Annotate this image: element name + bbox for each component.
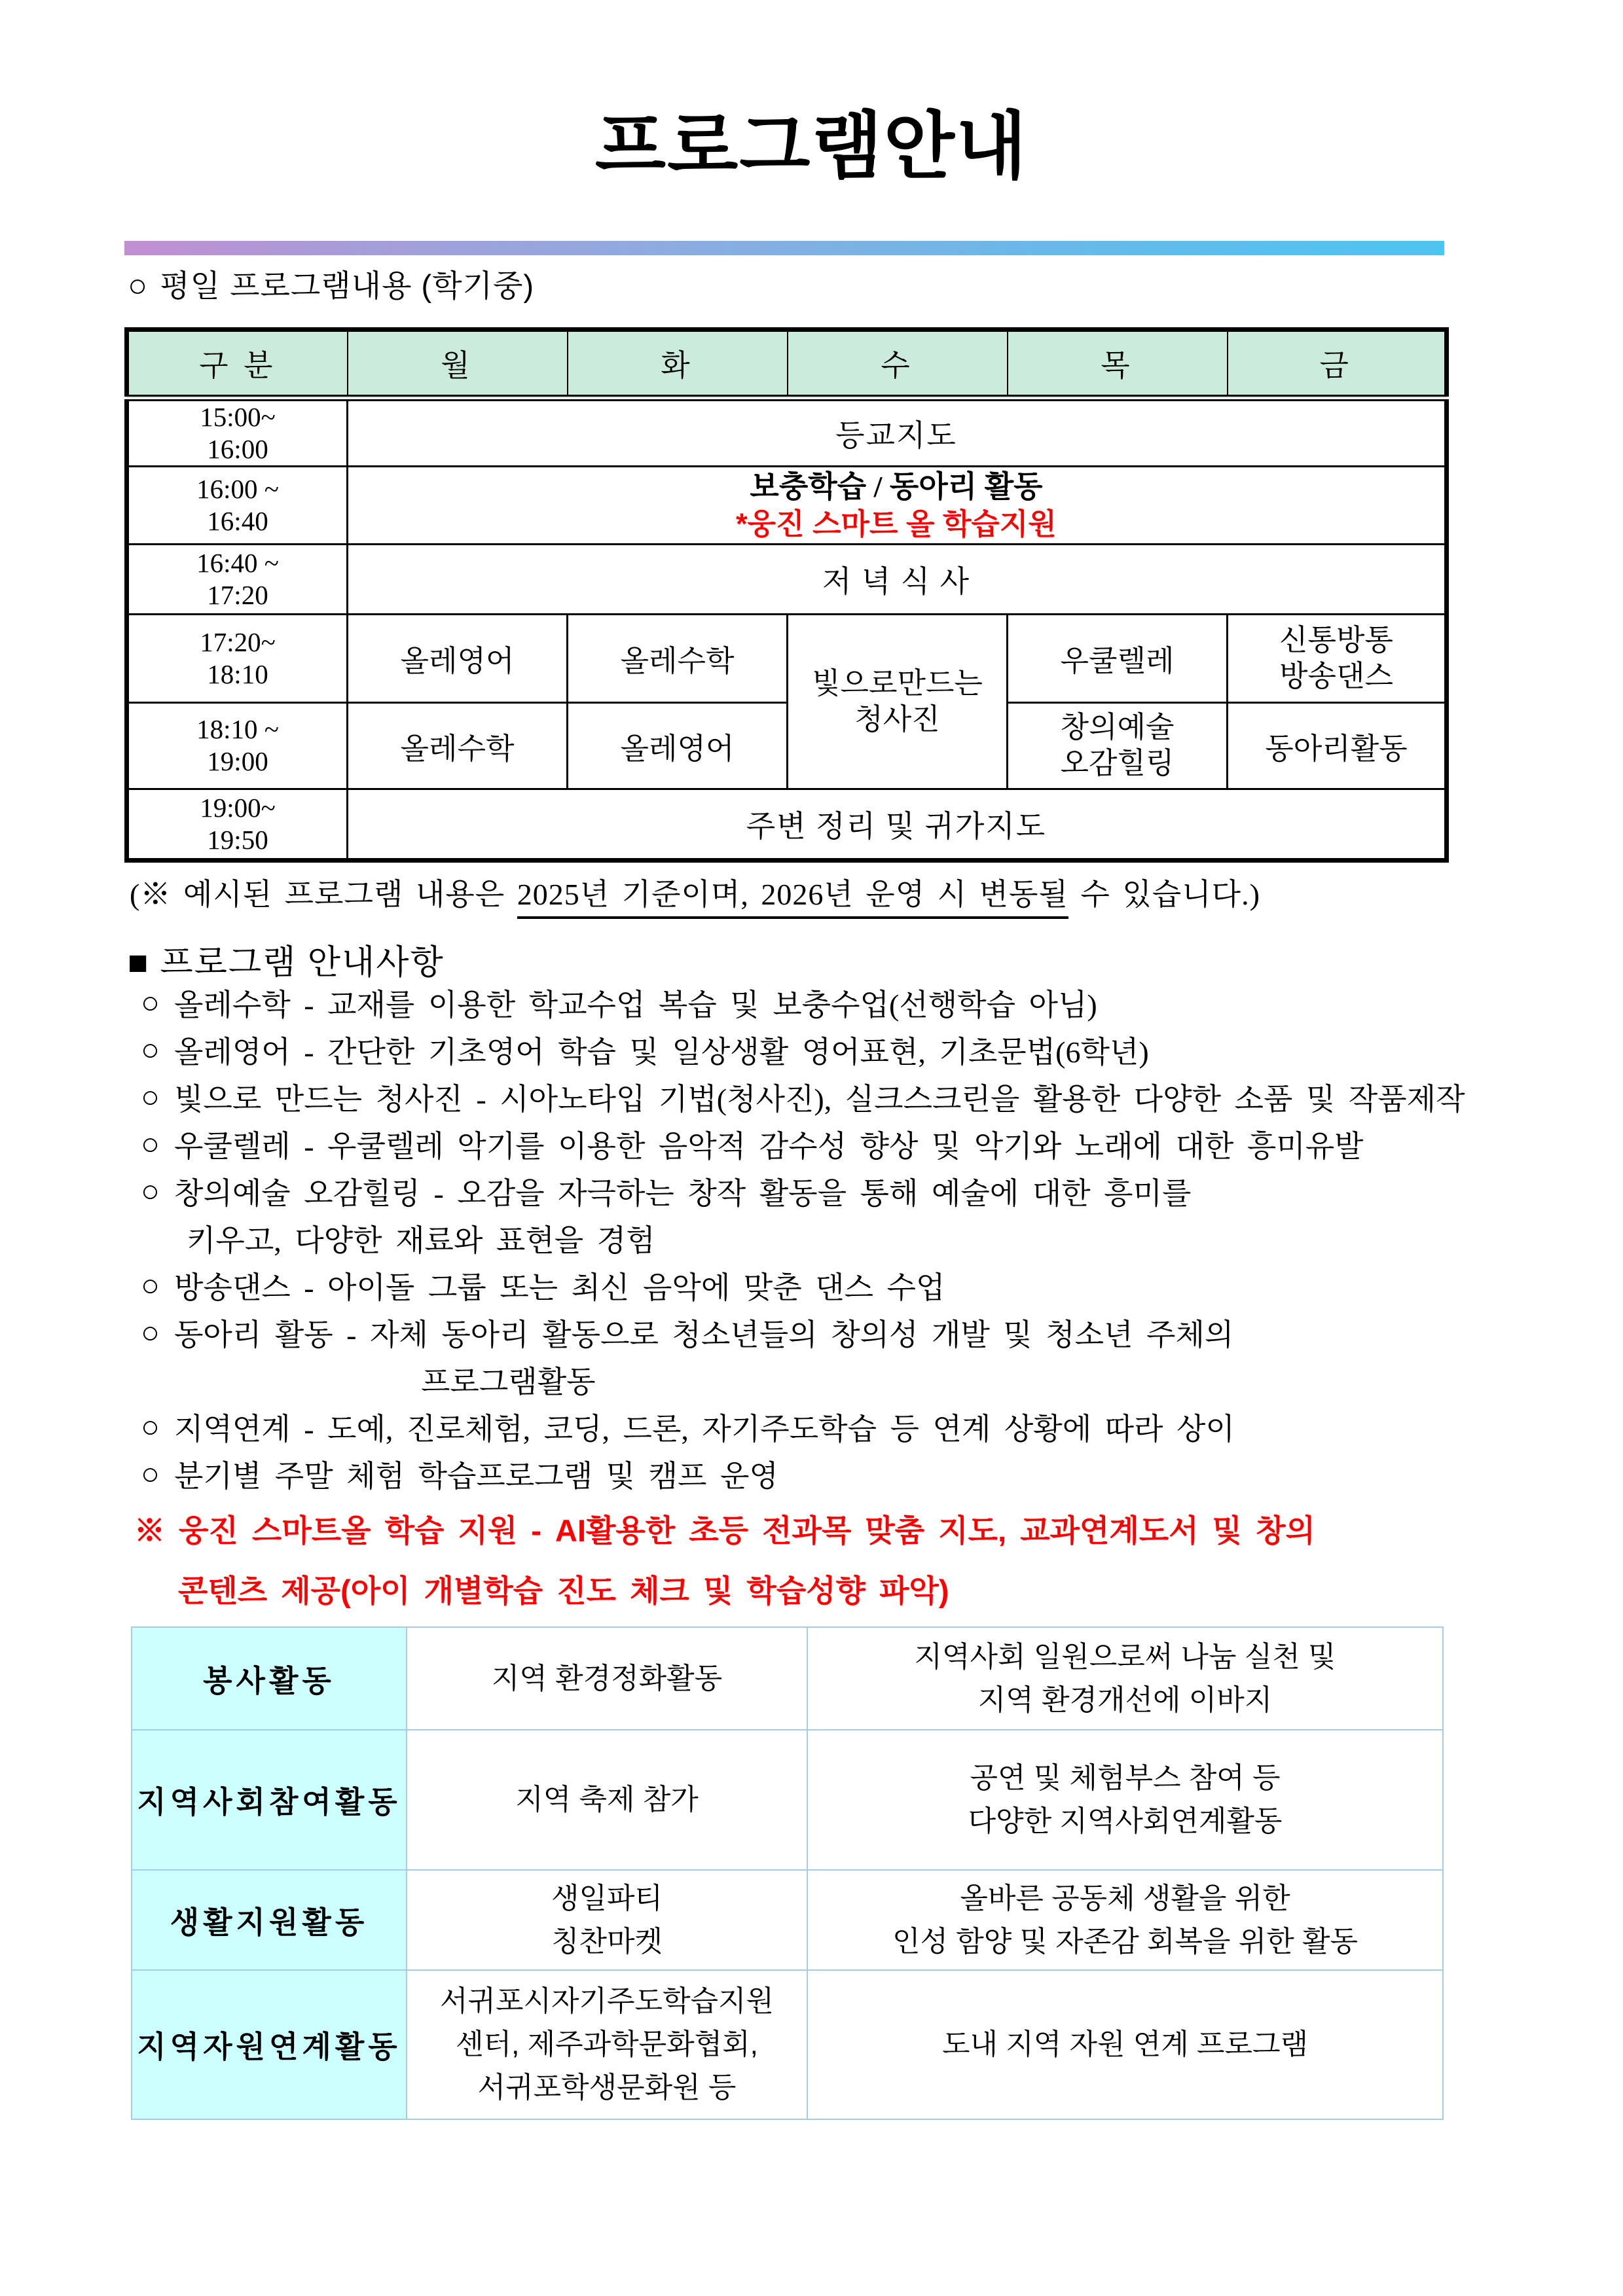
table-row xyxy=(127,789,1447,860)
activity-cell xyxy=(348,466,1447,544)
col-header-fri: 금 xyxy=(1228,330,1447,398)
category-cell: 봉사활동 xyxy=(132,1627,407,1730)
table-row xyxy=(132,1730,1443,1870)
category-cell: 지역자원연계활동 xyxy=(132,1970,407,2119)
time-slot: 19:00~ 19:50 xyxy=(127,789,348,860)
disclaimer-note: (※ 예시된 프로그램 내용은 2025년 기준이며, 2026년 운영 시 변동될 수 있습니다.) xyxy=(130,870,1570,914)
square-bullet-icon: ■ xyxy=(128,944,150,982)
smart-all-red-note-line2: 콘텐츠 제공(아이 개별학습 진도 체크 및 학습성향 파악) xyxy=(178,1573,949,1608)
list-item: ○ 올레영어 - 간단한 기초영어 학습 및 일상생활 영어표현, 기초문법(6학년) xyxy=(141,1032,1149,1069)
program-info-list xyxy=(141,979,1614,1498)
col-header-wed: 수 xyxy=(788,330,1008,398)
weekday-schedule-table xyxy=(124,327,1449,863)
circle-bullet-icon: ○ xyxy=(128,267,149,304)
table-row xyxy=(127,398,1447,467)
list-item: ○ 방송댄스 - 아이돌 그룹 또는 최신 음악에 맞춘 댄스 수업 xyxy=(141,1268,945,1304)
weekday-program-heading-text: 평일 프로그램내용 (학기중) xyxy=(160,268,535,303)
table-row xyxy=(132,1970,1443,2119)
activity-cell-merged: 빛으로만드는 청사진 xyxy=(788,614,1008,789)
time-slot: 18:10 ~ 19:00 xyxy=(127,702,348,789)
list-item-continuation: 프로그램활동 xyxy=(421,1365,596,1399)
time-slot: 16:00 ~ 16:40 xyxy=(127,466,348,544)
activity-cell: 신통방통 방송댄스 xyxy=(1228,614,1447,702)
table-row xyxy=(127,702,1447,789)
gradient-divider xyxy=(124,241,1444,255)
program-cell: 생일파티 칭찬마켓 xyxy=(407,1870,807,1970)
page-title: 프로그램안내 xyxy=(594,105,1029,187)
list-item: ○ 창의예술 오감힐링 - 오감을 자극하는 창작 활동을 통해 예술에 대한 흥미를 xyxy=(141,1174,1192,1210)
col-header-mon: 월 xyxy=(348,330,568,398)
activity-cell: 올레영어 xyxy=(568,702,788,789)
list-item: ○ 빛으로 만드는 청사진 - 시아노타입 기법(청사진), 실크스크린을 활용한 다양한 소품 및 작품제작 xyxy=(141,1079,1465,1116)
activity-cell: 올레영어 xyxy=(348,614,568,702)
col-header-thu: 목 xyxy=(1008,330,1228,398)
list-item-continuation: 키우고, 다양한 재료와 표현을 경험 xyxy=(187,1224,655,1257)
list-item: ○ 올레수학 - 교재를 이용한 학교수업 복습 및 보충수업(선행학습 아님) xyxy=(141,985,1097,1022)
table-row xyxy=(127,466,1447,544)
circle-bullet-icon: ○ xyxy=(141,1174,160,1209)
activity-cell: 등교지도 xyxy=(348,398,1447,467)
circle-bullet-icon: ○ xyxy=(141,1079,160,1115)
circle-bullet-icon: ○ xyxy=(141,1032,160,1067)
list-item: ○ 동아리 활동 - 자체 동아리 활동으로 청소년들의 창의성 개발 및 청소년 주체의 xyxy=(141,1315,1234,1352)
time-slot: 15:00~ 16:00 xyxy=(127,398,348,467)
col-header-tue: 화 xyxy=(568,330,788,398)
circle-bullet-icon: ○ xyxy=(141,1456,160,1492)
circle-bullet-icon: ○ xyxy=(141,1268,160,1303)
circle-bullet-icon: ○ xyxy=(141,1315,160,1350)
program-cell: 지역 환경정화활동 xyxy=(407,1627,807,1730)
activity-cell: 저 녁 식 사 xyxy=(348,544,1447,614)
schedule-header-row xyxy=(127,330,1447,398)
activity-cell: 우쿨렐레 xyxy=(1008,614,1228,702)
time-slot: 17:20~ 18:10 xyxy=(127,614,348,702)
table-row xyxy=(127,614,1447,702)
list-item: ○ 우쿨렐레 - 우쿨렐레 악기를 이용한 음악적 감수성 향상 및 악기와 노래에 대한 흥미유발 xyxy=(141,1126,1364,1163)
time-slot: 16:40 ~ 17:20 xyxy=(127,544,348,614)
activity-cell: 창의예술 오감힐링 xyxy=(1008,702,1228,789)
circle-bullet-icon: ○ xyxy=(141,985,160,1020)
list-item: ○ 분기별 주말 체험 학습프로그램 및 캠프 운영 xyxy=(141,1456,778,1493)
table-row xyxy=(132,1870,1443,1970)
circle-bullet-icon: ○ xyxy=(141,1409,160,1444)
table-row xyxy=(132,1627,1443,1730)
circle-bullet-icon: ○ xyxy=(141,1126,160,1162)
activity-cell: 올레수학 xyxy=(348,702,568,789)
smart-all-support-label: *웅진 스마트 올 학습지원 xyxy=(736,507,1057,541)
community-activity-table xyxy=(131,1626,1444,2120)
activity-cell: 동아리활동 xyxy=(1228,702,1447,789)
weekday-program-heading xyxy=(128,262,534,306)
table-row xyxy=(127,544,1447,614)
smart-all-red-note-line1: ※ 웅진 스마트올 학습 지원 - AI활용한 초등 전과목 맞춤 지도, 교과연계도서 및 창의 xyxy=(134,1513,1315,1548)
category-cell: 지역사회참여활동 xyxy=(132,1730,407,1870)
supplementary-study-label: 보충학습 / 동아리 활동 xyxy=(750,469,1043,503)
category-cell: 생활지원활동 xyxy=(132,1870,407,1970)
description-cell: 도내 지역 자원 연계 프로그램 xyxy=(807,1970,1443,2119)
description-cell: 공연 및 체험부스 참여 등 다양한 지역사회연계활동 xyxy=(807,1730,1443,1870)
list-item: ○ 지역연계 - 도예, 진로체험, 코딩, 드론, 자기주도학습 등 연계 상황에 따라 상이 xyxy=(141,1409,1235,1446)
underlined-text: 2025년 기준이며, 2026년 운영 시 변동될 xyxy=(517,878,1068,919)
activity-cell: 올레수학 xyxy=(568,614,788,702)
col-header-category: 구 분 xyxy=(127,330,348,398)
activity-cell: 주변 정리 및 귀가지도 xyxy=(348,789,1447,860)
program-cell: 지역 축제 참가 xyxy=(407,1730,807,1870)
program-info-heading-text: 프로그램 안내사항 xyxy=(160,944,445,982)
description-cell: 지역사회 일원으로써 나눔 실천 및 지역 환경개선에 이바지 xyxy=(807,1627,1443,1730)
program-cell: 서귀포시자기주도학습지원 센터, 제주과학문화협회, 서귀포학생문화원 등 xyxy=(407,1970,807,2119)
program-info-heading xyxy=(128,935,445,984)
description-cell: 올바른 공동체 생활을 위한 인성 함양 및 자존감 회복을 위한 활동 xyxy=(807,1870,1443,1970)
